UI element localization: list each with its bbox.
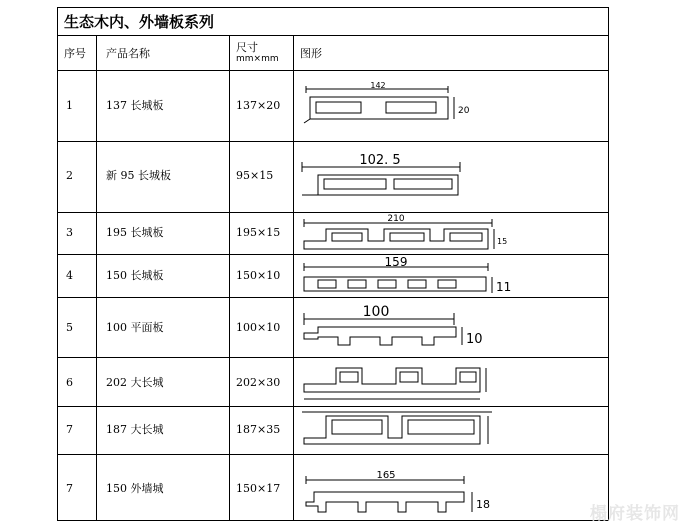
- row-number: 3: [66, 226, 73, 239]
- product-size: 150×17: [236, 482, 281, 495]
- row-number: 5: [66, 321, 73, 334]
- header-number: 序号: [64, 47, 86, 60]
- row-number: 7: [66, 482, 73, 495]
- row-divider: [58, 141, 608, 142]
- header-product-name: 产品名称: [106, 47, 150, 60]
- header-size: 尺寸: [236, 41, 258, 54]
- row-divider: [58, 454, 608, 455]
- profile-drawing: [296, 299, 516, 355]
- product-name: 150 长城板: [106, 269, 164, 282]
- row-divider: [58, 406, 608, 407]
- row-number: 7: [66, 423, 73, 436]
- product-name: 100 平面板: [106, 321, 164, 334]
- row-number: 4: [66, 269, 73, 282]
- dimension-label: 18: [476, 498, 490, 511]
- column-divider: [229, 36, 230, 520]
- dimension-label: 100: [362, 304, 390, 320]
- product-name: 150 外墙城: [106, 482, 164, 495]
- product-size: 202×30: [236, 376, 281, 389]
- dimension-label: 142: [370, 81, 386, 90]
- product-name: 新 95 长城板: [106, 169, 171, 182]
- row-divider: [58, 357, 608, 358]
- product-size: 150×10: [236, 269, 281, 282]
- column-divider: [293, 36, 294, 520]
- dimension-label: 165: [376, 470, 396, 481]
- profile-drawing: [296, 408, 506, 452]
- header-figure: 图形: [300, 47, 322, 60]
- profile-drawing: [296, 255, 516, 297]
- profile-drawing: [296, 362, 506, 404]
- header-size-unit: mm×mm: [236, 54, 279, 64]
- dimension-label: 15: [497, 237, 508, 246]
- product-size: 195×15: [236, 226, 281, 239]
- watermark: 榻府装饰网: [590, 504, 680, 524]
- profile-drawing: [296, 213, 506, 253]
- dimension-label: 210: [387, 214, 405, 224]
- row-divider: [58, 297, 608, 298]
- dimension-label: 102. 5: [359, 153, 401, 168]
- dimension-label: 10: [466, 332, 483, 347]
- product-name: 137 长城板: [106, 99, 164, 112]
- product-name: 187 大长城: [106, 423, 164, 436]
- row-number: 2: [66, 169, 73, 182]
- product-size: 95×15: [236, 169, 274, 182]
- dimension-label: 20: [458, 106, 470, 116]
- dimension-label: 11: [496, 280, 512, 294]
- product-size: 187×35: [236, 423, 281, 436]
- row-divider: [58, 70, 608, 71]
- profile-drawing: [296, 458, 506, 518]
- product-table: [57, 7, 609, 521]
- dimension-label: 159: [384, 255, 408, 269]
- profile-drawing: [296, 79, 476, 131]
- product-name: 195 长城板: [106, 226, 164, 239]
- table-title: 生态木内、外墙板系列: [58, 8, 608, 36]
- row-number: 6: [66, 376, 73, 389]
- product-size: 137×20: [236, 99, 281, 112]
- product-name: 202 大长城: [106, 376, 164, 389]
- column-divider: [96, 36, 97, 520]
- row-number: 1: [66, 99, 73, 112]
- profile-drawing: [296, 147, 476, 207]
- product-size: 100×10: [236, 321, 281, 334]
